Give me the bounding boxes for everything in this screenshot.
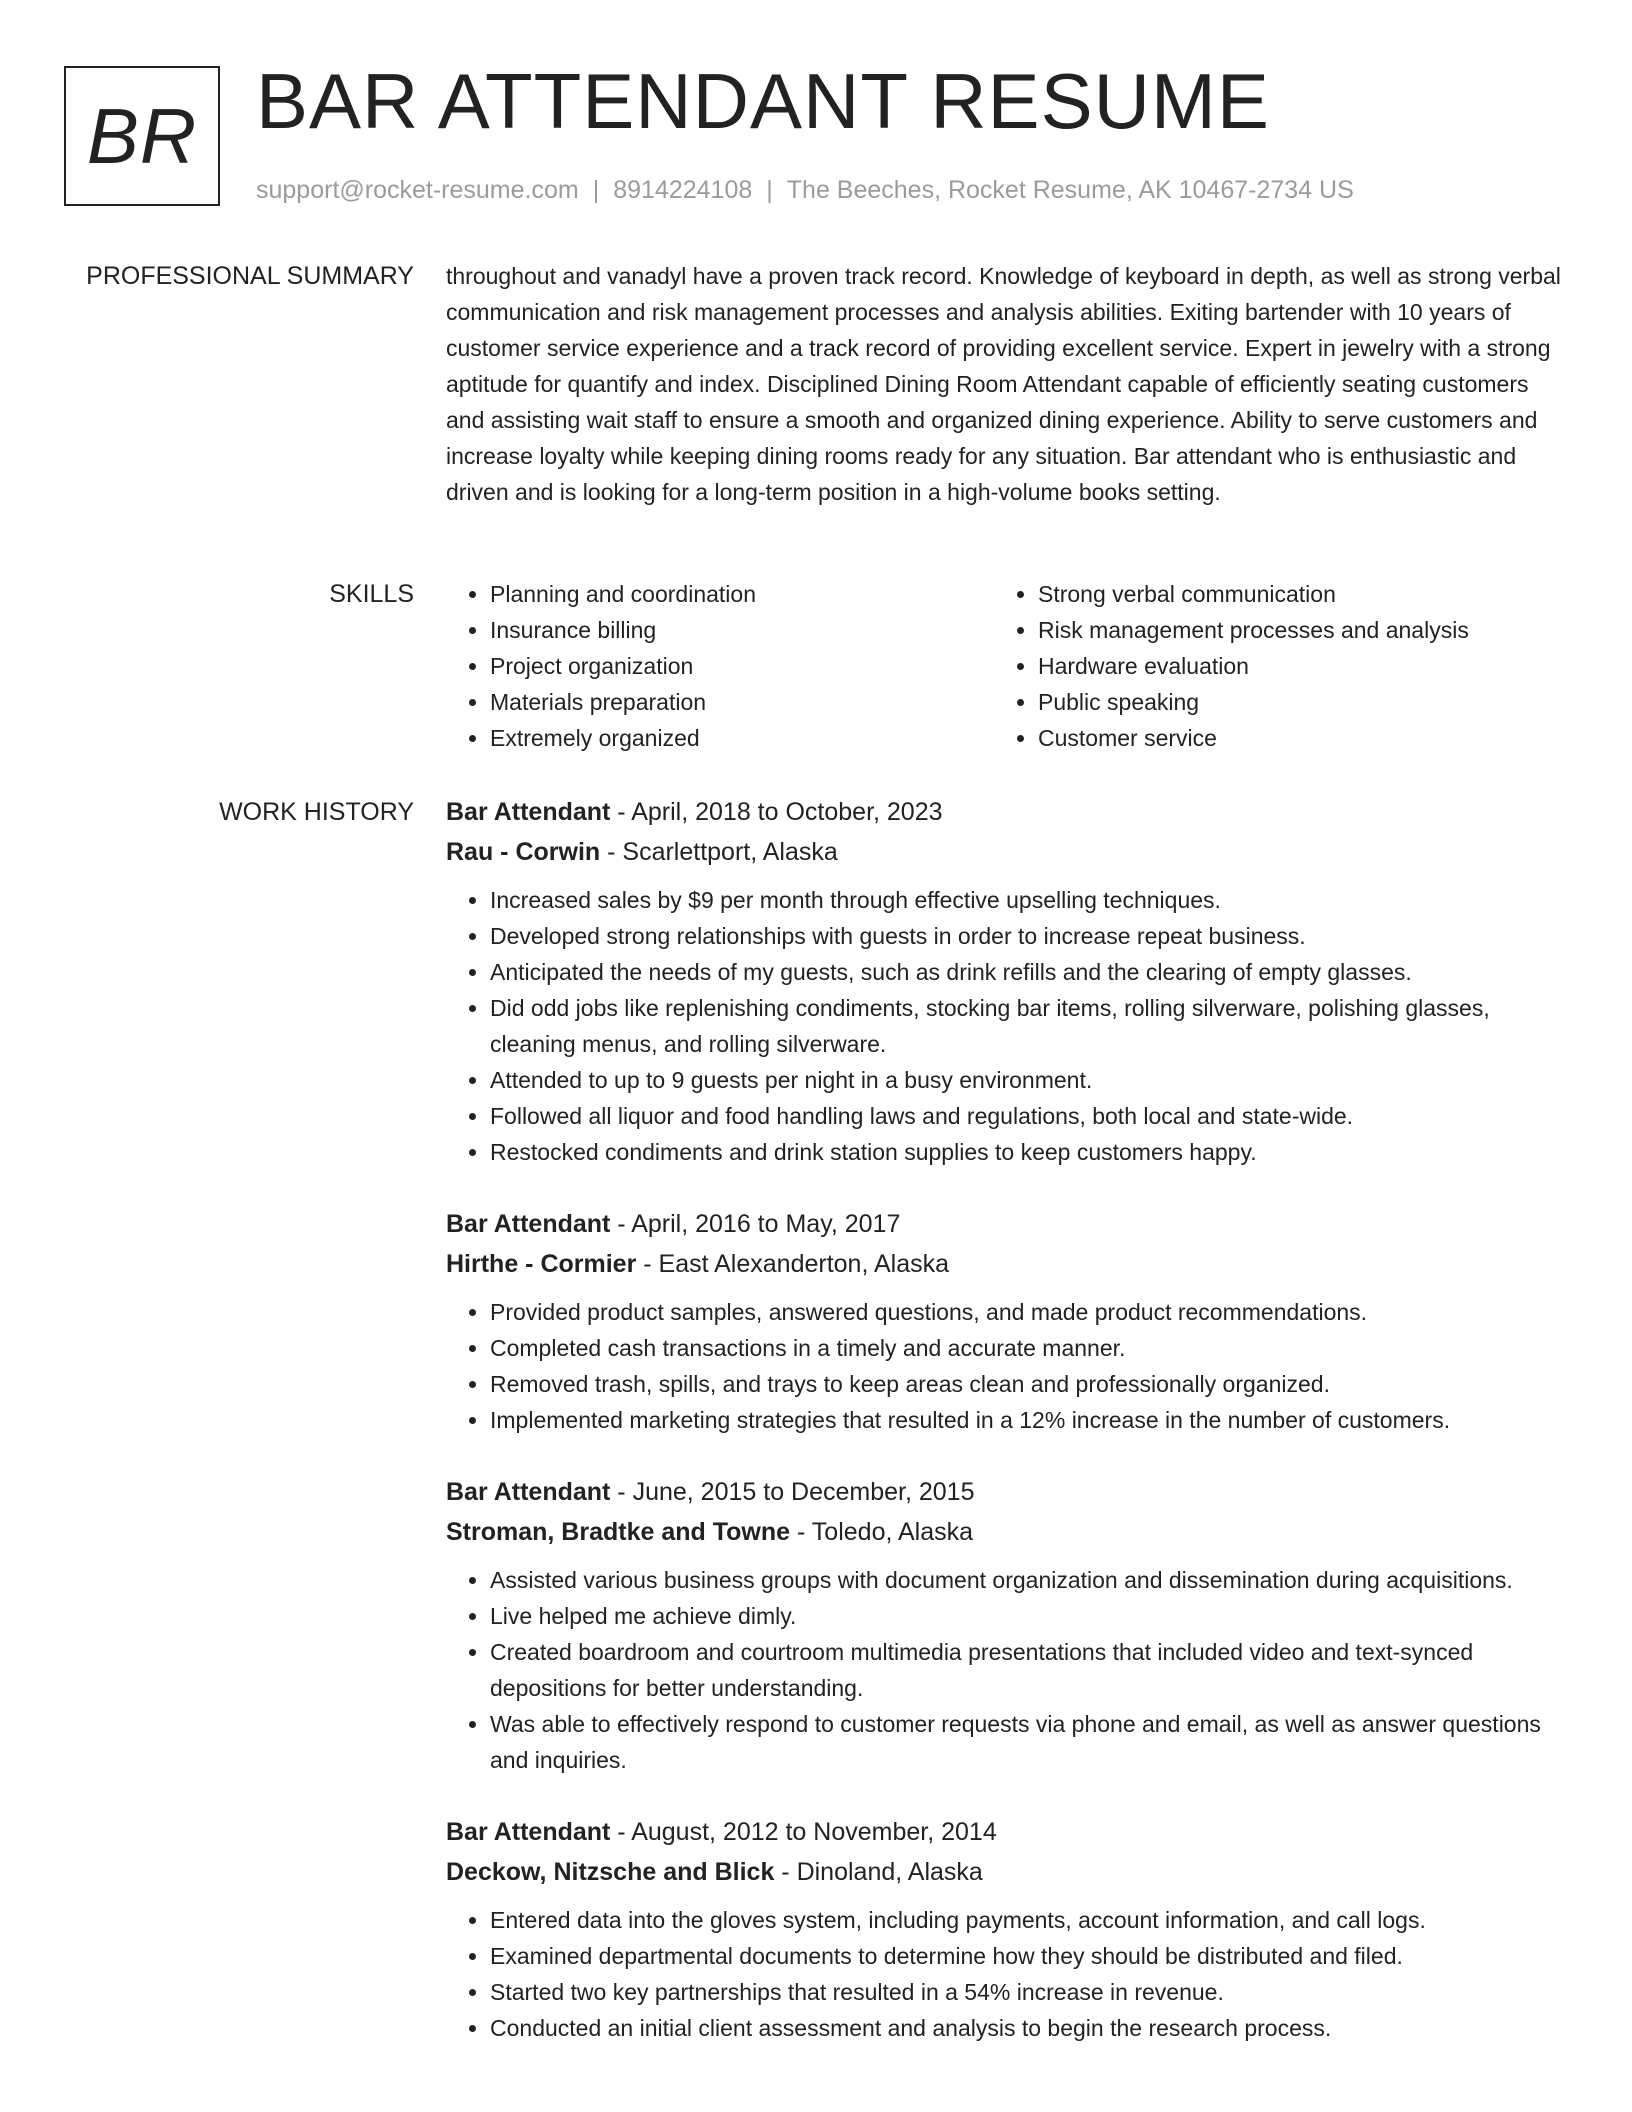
- job-role: Bar Attendant: [446, 1478, 611, 1506]
- skill-item: • Planning and coordination: [490, 576, 994, 612]
- skill-item: • Hardware evaluation: [1038, 648, 1542, 684]
- job-bullet: • Restocked condiments and drink station supplies to keep customers happy.: [490, 1134, 1566, 1170]
- job-dash: -: [636, 1250, 659, 1278]
- job-company-line: [446, 832, 1566, 872]
- job-bullet-list: [446, 882, 1566, 1170]
- job-bullet: • Was able to effectively respond to customer requests via phone and email, as well as answer questions and inquiries.: [490, 1706, 1566, 1778]
- job-bullet: • Followed all liquor and food handling laws and regulations, both local and state-wide.: [490, 1098, 1566, 1134]
- monogram-initials: BR: [86, 92, 198, 180]
- job-bullet: • Examined departmental documents to determine how they should be distributed and filed.: [490, 1938, 1566, 1974]
- contact-address: The Beeches, Rocket Resume, AK 10467-2734 US: [786, 176, 1354, 204]
- job-dash: -: [600, 838, 623, 866]
- job-entry: [446, 1472, 1566, 1778]
- skills-list-left: [446, 576, 994, 756]
- job-location: Scarlettport, Alaska: [622, 838, 838, 866]
- skill-item: • Insurance billing: [490, 612, 994, 648]
- monogram-badge: [64, 66, 220, 206]
- job-dates: June, 2015 to December, 2015: [632, 1478, 975, 1506]
- job-role-line: [446, 792, 1566, 832]
- job-role: Bar Attendant: [446, 1210, 611, 1238]
- contact-line: [256, 172, 1354, 208]
- job-company-line: [446, 1244, 1566, 1284]
- skill-item: • Extremely organized: [490, 720, 994, 756]
- job-role-line: [446, 1472, 1566, 1512]
- skills-heading: SKILLS: [329, 580, 414, 608]
- job-location: Dinoland, Alaska: [796, 1858, 983, 1886]
- skills-list-right: [994, 576, 1542, 756]
- job-company: Stroman, Bradtke and Towne: [446, 1518, 791, 1546]
- job-role: Bar Attendant: [446, 798, 611, 826]
- job-location: East Alexanderton, Alaska: [658, 1250, 949, 1278]
- job-dash: -: [610, 798, 632, 826]
- job-bullet: • Attended to up to 9 guests per night in a busy environment.: [490, 1062, 1566, 1098]
- contact-phone[interactable]: 8914224108: [613, 176, 753, 204]
- job-bullet: • Conducted an initial client assessment and analysis to begin the research process.: [490, 2010, 1566, 2046]
- job-dash: -: [774, 1858, 797, 1886]
- job-company: Rau - Corwin: [446, 838, 601, 866]
- job-company-line: [446, 1852, 1566, 1892]
- job-bullet: • Assisted various business groups with document organization and dissemination during acquisitions.: [490, 1562, 1566, 1598]
- job-company: Hirthe - Cormier: [446, 1250, 637, 1278]
- skill-item: • Strong verbal communication: [1038, 576, 1542, 612]
- summary-heading: PROFESSIONAL SUMMARY: [86, 262, 414, 290]
- job-entry: [446, 792, 1566, 1170]
- contact-separator: |: [766, 176, 773, 204]
- job-bullet: • Created boardroom and courtroom multimedia presentations that included video and text-synced depositions for better understanding.: [490, 1634, 1566, 1706]
- job-dash: -: [790, 1518, 812, 1546]
- job-bullet-list: [446, 1562, 1566, 1778]
- job-entry: [446, 1812, 1566, 2046]
- job-bullet: • Completed cash transactions in a timely and accurate manner.: [490, 1330, 1566, 1366]
- job-company: Deckow, Nitzsche and Blick: [446, 1858, 775, 1886]
- job-dates: April, 2018 to October, 2023: [631, 798, 943, 826]
- job-dash: -: [610, 1478, 633, 1506]
- job-location: Toledo, Alaska: [811, 1518, 974, 1546]
- skills-grid: [446, 576, 1566, 756]
- job-bullet-list: [446, 1902, 1566, 2046]
- summary-text: throughout and vanadyl have a proven track record. Knowledge of keyboard in depth, as well as strong verbal communication and risk management processes and analysis abilities. Exiting bartender with 10 years of customer service experience and a track record of providing excellent service. Expert in jewelry with a strong aptitude for quantify and index. Disciplined Dining Room Attendant capable of efficiently seating customers and assisting wait staff to ensure a smooth and organized dining experience. Ability to serve customers and increase loyalty while keeping dining rooms ready for any situation. Bar attendant who is enthusiastic and driven and is looking for a long-term position in a high-volume books setting.: [446, 263, 1561, 505]
- job-bullet: • Live helped me achieve dimly.: [490, 1598, 1566, 1634]
- job-bullet: • Did odd jobs like replenishing condiments, stocking bar items, rolling silverware, polishing glasses, cleaning menus, and rolling silverware.: [490, 990, 1566, 1062]
- job-bullet: • Removed trash, spills, and trays to keep areas clean and professionally organized.: [490, 1366, 1566, 1402]
- job-bullet: • Anticipated the needs of my guests, such as drink refills and the clearing of empty glasses.: [490, 954, 1566, 990]
- job-bullet: • Entered data into the gloves system, including payments, account information, and call logs.: [490, 1902, 1566, 1938]
- job-role-line: [446, 1812, 1566, 1852]
- skill-item: • Materials preparation: [490, 684, 994, 720]
- job-bullet-list: [446, 1294, 1566, 1438]
- work-history-heading: WORK HISTORY: [219, 798, 414, 826]
- job-dates: April, 2016 to May, 2017: [631, 1210, 901, 1238]
- job-company-line: [446, 1512, 1566, 1552]
- job-bullet: • Implemented marketing strategies that resulted in a 12% increase in the number of customers.: [490, 1402, 1566, 1438]
- skill-item: • Risk management processes and analysis: [1038, 612, 1542, 648]
- job-dash: -: [610, 1818, 632, 1846]
- skill-item: • Project organization: [490, 648, 994, 684]
- job-bullet: • Started two key partnerships that resulted in a 54% increase in revenue.: [490, 1974, 1566, 2010]
- job-role-line: [446, 1204, 1566, 1244]
- resume-title: BAR ATTENDANT RESUME: [256, 57, 1270, 145]
- work-history-list: [446, 792, 1566, 2080]
- job-dates: August, 2012 to November, 2014: [631, 1818, 997, 1846]
- contact-separator: |: [592, 176, 600, 204]
- job-bullet: • Increased sales by $9 per month through effective upselling techniques.: [490, 882, 1566, 918]
- skill-item: • Public speaking: [1038, 684, 1542, 720]
- job-dash: -: [610, 1210, 632, 1238]
- job-bullet: • Provided product samples, answered questions, and made product recommendations.: [490, 1294, 1566, 1330]
- job-bullet: • Developed strong relationships with guests in order to increase repeat business.: [490, 918, 1566, 954]
- job-entry: [446, 1204, 1566, 1438]
- job-role: Bar Attendant: [446, 1818, 611, 1846]
- contact-email[interactable]: support@rocket-resume.com: [256, 176, 579, 204]
- skill-item: • Customer service: [1038, 720, 1542, 756]
